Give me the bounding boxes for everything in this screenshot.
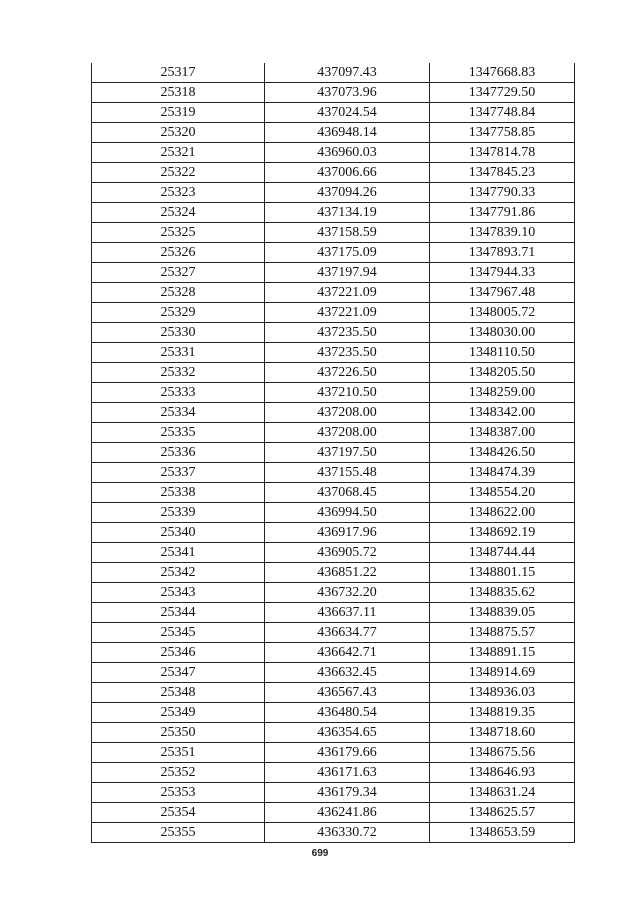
table-row [92,303,575,323]
table-row [92,783,575,803]
y-coordinate-cell: 1347791.86 [430,203,575,223]
point-id-cell: 25328 [92,283,265,303]
x-coordinate-cell: 437235.50 [265,323,430,343]
table-row [92,483,575,503]
y-coordinate-cell: 1348474.39 [430,463,575,483]
point-id-cell: 25332 [92,363,265,383]
x-coordinate-cell: 436917.96 [265,523,430,543]
x-coordinate-cell: 437221.09 [265,283,430,303]
y-coordinate-cell: 1348653.59 [430,823,575,843]
point-id-cell: 25354 [92,803,265,823]
y-coordinate-cell: 1348875.57 [430,623,575,643]
point-id-cell: 25318 [92,83,265,103]
point-id-cell: 25333 [92,383,265,403]
x-coordinate-cell: 436994.50 [265,503,430,523]
point-id-cell: 25343 [92,583,265,603]
point-id-cell: 25335 [92,423,265,443]
table-row [92,643,575,663]
point-id-cell: 25330 [92,323,265,343]
y-coordinate-cell: 1348646.93 [430,763,575,783]
table-row [92,123,575,143]
y-coordinate-cell: 1348819.35 [430,703,575,723]
x-coordinate-cell: 437134.19 [265,203,430,223]
y-coordinate-cell: 1348426.50 [430,443,575,463]
point-id-cell: 25319 [92,103,265,123]
table-row [92,163,575,183]
x-coordinate-cell: 437155.48 [265,463,430,483]
y-coordinate-cell: 1348110.50 [430,343,575,363]
point-id-cell: 25355 [92,823,265,843]
x-coordinate-cell: 437235.50 [265,343,430,363]
table-row [92,363,575,383]
table-row [92,383,575,403]
x-coordinate-cell: 436241.86 [265,803,430,823]
y-coordinate-cell: 1348205.50 [430,363,575,383]
x-coordinate-cell: 436851.22 [265,563,430,583]
table-row [92,263,575,283]
x-coordinate-cell: 436642.71 [265,643,430,663]
x-coordinate-cell: 436354.65 [265,723,430,743]
y-coordinate-cell: 1348554.20 [430,483,575,503]
x-coordinate-cell: 436632.45 [265,663,430,683]
point-id-cell: 25340 [92,523,265,543]
y-coordinate-cell: 1347668.83 [430,63,575,83]
table-row [92,243,575,263]
y-coordinate-cell: 1348891.15 [430,643,575,663]
x-coordinate-cell: 437210.50 [265,383,430,403]
y-coordinate-cell: 1348675.56 [430,743,575,763]
x-coordinate-cell: 437208.00 [265,403,430,423]
y-coordinate-cell: 1347839.10 [430,223,575,243]
point-id-cell: 25325 [92,223,265,243]
table-row [92,683,575,703]
table-row [92,183,575,203]
point-id-cell: 25322 [92,163,265,183]
point-id-cell: 25323 [92,183,265,203]
x-coordinate-cell: 437158.59 [265,223,430,243]
point-id-cell: 25352 [92,763,265,783]
point-id-cell: 25321 [92,143,265,163]
x-coordinate-cell: 437197.50 [265,443,430,463]
y-coordinate-cell: 1348839.05 [430,603,575,623]
point-id-cell: 25349 [92,703,265,723]
table-row [92,143,575,163]
page-number: 699 [311,848,329,859]
y-coordinate-cell: 1347748.84 [430,103,575,123]
point-id-cell: 25338 [92,483,265,503]
x-coordinate-cell: 436480.54 [265,703,430,723]
y-coordinate-cell: 1348914.69 [430,663,575,683]
table-row [92,543,575,563]
table-row [92,403,575,423]
point-id-cell: 25326 [92,243,265,263]
y-coordinate-cell: 1347845.23 [430,163,575,183]
x-coordinate-cell: 437073.96 [265,83,430,103]
y-coordinate-cell: 1348692.19 [430,523,575,543]
point-id-cell: 25344 [92,603,265,623]
table-row [92,623,575,643]
x-coordinate-cell: 437097.43 [265,63,430,83]
x-coordinate-cell: 436330.72 [265,823,430,843]
y-coordinate-cell: 1347758.85 [430,123,575,143]
point-id-cell: 25348 [92,683,265,703]
x-coordinate-cell: 436634.77 [265,623,430,643]
point-id-cell: 25331 [92,343,265,363]
point-id-cell: 25346 [92,643,265,663]
table-row [92,663,575,683]
x-coordinate-cell: 436179.34 [265,783,430,803]
table-row [92,343,575,363]
x-coordinate-cell: 437006.66 [265,163,430,183]
table-row [92,723,575,743]
y-coordinate-cell: 1348387.00 [430,423,575,443]
y-coordinate-cell: 1347944.33 [430,263,575,283]
point-id-cell: 25329 [92,303,265,323]
y-coordinate-cell: 1347790.33 [430,183,575,203]
x-coordinate-cell: 436905.72 [265,543,430,563]
coordinate-table-body [92,63,575,843]
x-coordinate-cell: 437094.26 [265,183,430,203]
x-coordinate-cell: 437024.54 [265,103,430,123]
point-id-cell: 25327 [92,263,265,283]
point-id-cell: 25339 [92,503,265,523]
y-coordinate-cell: 1348005.72 [430,303,575,323]
x-coordinate-cell: 436948.14 [265,123,430,143]
table-row [92,743,575,763]
x-coordinate-cell: 437197.94 [265,263,430,283]
y-coordinate-cell: 1348625.57 [430,803,575,823]
table-row [92,583,575,603]
table-row [92,103,575,123]
point-id-cell: 25336 [92,443,265,463]
point-id-cell: 25317 [92,63,265,83]
point-id-cell: 25334 [92,403,265,423]
x-coordinate-cell: 436179.66 [265,743,430,763]
y-coordinate-cell: 1347967.48 [430,283,575,303]
y-coordinate-cell: 1348631.24 [430,783,575,803]
x-coordinate-cell: 437226.50 [265,363,430,383]
y-coordinate-cell: 1347893.71 [430,243,575,263]
table-row [92,503,575,523]
point-id-cell: 25347 [92,663,265,683]
point-id-cell: 25353 [92,783,265,803]
y-coordinate-cell: 1348342.00 [430,403,575,423]
table-row [92,823,575,843]
y-coordinate-cell: 1348718.60 [430,723,575,743]
y-coordinate-cell: 1348936.03 [430,683,575,703]
y-coordinate-cell: 1348259.00 [430,383,575,403]
y-coordinate-cell: 1347729.50 [430,83,575,103]
point-id-cell: 25341 [92,543,265,563]
x-coordinate-cell: 436960.03 [265,143,430,163]
point-id-cell: 25342 [92,563,265,583]
table-row [92,763,575,783]
table-row [92,803,575,823]
table-row [92,523,575,543]
table-row [92,463,575,483]
point-id-cell: 25351 [92,743,265,763]
point-id-cell: 25337 [92,463,265,483]
point-id-cell: 25350 [92,723,265,743]
table-row [92,603,575,623]
table-row [92,283,575,303]
y-coordinate-cell: 1348744.44 [430,543,575,563]
x-coordinate-cell: 437175.09 [265,243,430,263]
point-id-cell: 25345 [92,623,265,643]
y-coordinate-cell: 1348801.15 [430,563,575,583]
y-coordinate-cell: 1348622.00 [430,503,575,523]
table-row [92,423,575,443]
table-row [92,63,575,83]
table-row [92,203,575,223]
x-coordinate-cell: 437221.09 [265,303,430,323]
y-coordinate-cell: 1348030.00 [430,323,575,343]
point-id-cell: 25320 [92,123,265,143]
x-coordinate-cell: 436637.11 [265,603,430,623]
x-coordinate-cell: 436732.20 [265,583,430,603]
table-row [92,323,575,343]
point-id-cell: 25324 [92,203,265,223]
x-coordinate-cell: 437068.45 [265,483,430,503]
x-coordinate-cell: 436567.43 [265,683,430,703]
table-row [92,443,575,463]
y-coordinate-cell: 1347814.78 [430,143,575,163]
table-row [92,563,575,583]
table-row [92,223,575,243]
y-coordinate-cell: 1348835.62 [430,583,575,603]
x-coordinate-cell: 436171.63 [265,763,430,783]
table-row [92,703,575,723]
coordinate-table [91,63,575,843]
table-row [92,83,575,103]
x-coordinate-cell: 437208.00 [265,423,430,443]
